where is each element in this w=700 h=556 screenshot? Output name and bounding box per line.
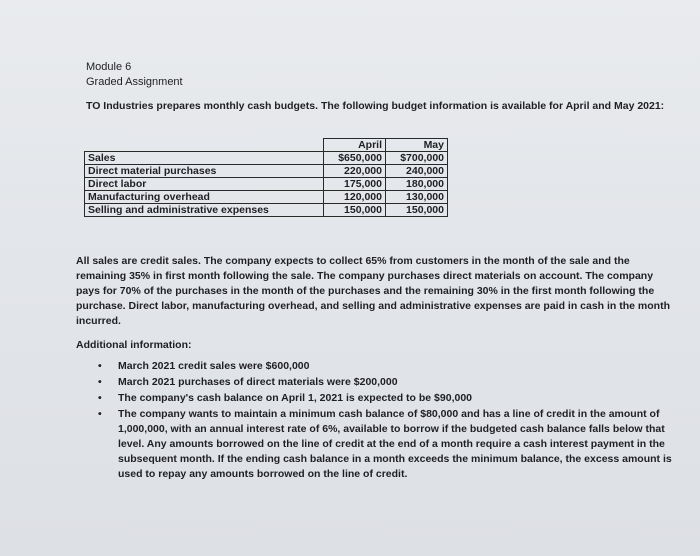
table-row <box>85 178 448 191</box>
april-value: $650,000 <box>324 152 386 165</box>
bullet-icon: • <box>98 392 102 404</box>
list-item-text: The company wants to maintain a minimum cash balance of $80,000 and has a line of credit in the amount of 1,000,000, with an annual interest rate of 6%, available to borrow if the budgeted cash balance falls below that level. Any amounts borrowed on the line of credit at the end of a month require a cash interest payment in the subsequent month. If the ending cash balance in a month exceeds the minimum balance, the excess amount is used to repay any amounts borrowed on the line of credit. <box>118 408 672 480</box>
bullet-icon: • <box>98 360 102 372</box>
list-item-text: The company's cash balance on April 1, 2021 is expected to be $90,000 <box>118 392 473 404</box>
table-header-row <box>85 139 448 152</box>
row-label: Direct material purchases <box>85 165 324 178</box>
may-value: 240,000 <box>386 165 448 178</box>
list-item <box>96 407 686 482</box>
may-value: 130,000 <box>386 191 448 204</box>
module-header <box>86 60 183 90</box>
header-blank-cell <box>85 139 324 152</box>
module-title: Module 6 <box>86 61 132 73</box>
list-item <box>96 359 686 374</box>
april-value: 220,000 <box>324 165 386 178</box>
table-row <box>85 191 448 204</box>
header-may: May <box>386 139 448 152</box>
additional-info-heading: Additional information: <box>76 339 192 351</box>
additional-info-list <box>96 359 686 483</box>
table-row <box>85 204 448 217</box>
header-april: April <box>324 139 386 152</box>
april-value: 120,000 <box>324 191 386 204</box>
may-value: 180,000 <box>386 178 448 191</box>
row-label: Selling and administrative expenses <box>85 204 324 217</box>
table-row <box>85 165 448 178</box>
collection-policy-paragraph: All sales are credit sales. The company expects to collect 65% from customers in the month of the sale and the remaining 35% in first month following the sale. The company purchases direct materials on account. The company pays for 70% of the purchases in the month of the purchases and the remaining 30% in the first month following the purchase. Direct labor, manufacturing overhead, and selling and administrative expenses are paid in cash in the month incurred. <box>76 255 670 327</box>
may-value: 150,000 <box>386 204 448 217</box>
table-row <box>85 152 448 165</box>
list-item <box>96 391 686 406</box>
row-label: Sales <box>85 152 324 165</box>
list-item <box>96 375 686 390</box>
april-value: 175,000 <box>324 178 386 191</box>
assignment-title: Graded Assignment <box>86 76 183 88</box>
budget-table <box>84 138 448 217</box>
list-item-text: March 2021 purchases of direct materials were $200,000 <box>118 376 398 388</box>
list-item-text: March 2021 credit sales were $600,000 <box>118 360 310 372</box>
row-label: Manufacturing overhead <box>85 191 324 204</box>
april-value: 150,000 <box>324 204 386 217</box>
row-label: Direct labor <box>85 178 324 191</box>
may-value: $700,000 <box>386 152 448 165</box>
bullet-icon: • <box>98 376 102 388</box>
bullet-icon: • <box>98 408 102 420</box>
intro-text: TO Industries prepares monthly cash budgets. The following budget information is available for April and May 2021: <box>86 100 665 112</box>
